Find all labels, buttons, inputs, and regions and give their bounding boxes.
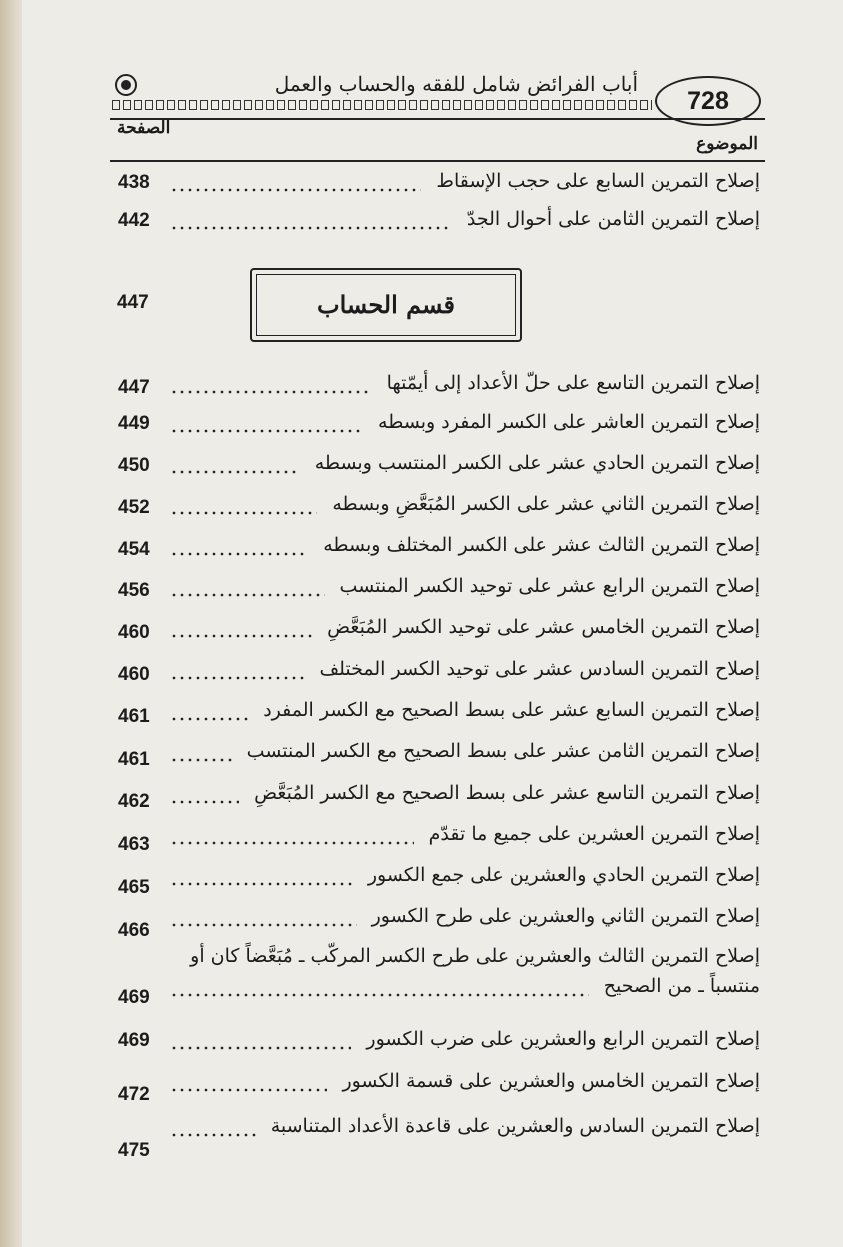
- divider: [110, 118, 765, 120]
- entry-page: 460: [118, 664, 150, 685]
- entry-title: إصلاح التمرين السابع عشر على بسط الصحيح مع الكسر المفرد: [263, 699, 760, 721]
- entry-title: إصلاح التمرين الخامس والعشرين على قسمة الكسور: [342, 1070, 760, 1092]
- toc-entry: [100, 945, 760, 1008]
- toc-entry: [100, 372, 760, 404]
- toc-entry: [100, 1028, 760, 1060]
- entry-title-line2: منتسباً ـ من الصحيح: [603, 975, 760, 997]
- entry-page: 475: [118, 1140, 150, 1161]
- leader-dots: [170, 429, 363, 433]
- leader-dots: [170, 800, 239, 804]
- toc-entry: [100, 1115, 760, 1161]
- entry-page: 463: [118, 834, 150, 855]
- leader-dots: [170, 758, 232, 762]
- section-title: قسم الحساب: [317, 290, 455, 319]
- entry-title: إصلاح التمرين السابع على حجب الإسقاط: [436, 170, 760, 192]
- toc-entry: [100, 782, 760, 814]
- leader-dots: [170, 226, 452, 230]
- toc-entry: [100, 864, 760, 896]
- entry-title: إصلاح التمرين السادس والعشرين على قاعدة الأعداد المتناسبة: [270, 1115, 760, 1137]
- entry-page: 461: [118, 706, 150, 727]
- toc-entry: [100, 905, 760, 941]
- entry-page: 450: [118, 455, 150, 476]
- entry-page: 438: [118, 172, 150, 193]
- entry-page: 447: [118, 377, 150, 398]
- entry-title: إصلاح التمرين العشرين على جميع ما تقدّم: [428, 823, 760, 845]
- decorative-border: [112, 100, 652, 110]
- toc-entry: [100, 452, 760, 484]
- leader-dots: [170, 717, 248, 721]
- entry-title: إصلاح التمرين الثالث عشر على الكسر المختلف وبسطه: [323, 534, 760, 556]
- leader-dots: [170, 552, 308, 556]
- column-header-page: الصفحة: [117, 118, 171, 138]
- entry-page: 454: [118, 539, 150, 560]
- leader-dots: [170, 1046, 351, 1050]
- entry-page: 465: [118, 877, 150, 898]
- leader-dots: [170, 470, 300, 474]
- toc-entry: [100, 208, 760, 240]
- leader-dots: [170, 593, 325, 597]
- toc-entry: [100, 658, 760, 690]
- entry-page: 472: [118, 1084, 150, 1105]
- toc-entry: [100, 740, 760, 772]
- leader-dots: [170, 841, 414, 845]
- entry-title: إصلاح التمرين الثاني والعشرين على طرح الكسور: [371, 905, 760, 927]
- entry-title: إصلاح التمرين الحادي عشر على الكسر المنتسب وبسطه: [314, 452, 760, 474]
- leader-dots: [170, 882, 353, 886]
- toc-entry: [100, 699, 760, 731]
- column-header-topic: الموضوع: [696, 134, 758, 154]
- toc-entry: [100, 534, 760, 566]
- entry-page: 452: [118, 497, 150, 518]
- entry-page: 460: [118, 622, 150, 643]
- entry-title: إصلاح التمرين الثامن عشر على بسط الصحيح مع الكسر المنتسب: [246, 740, 760, 762]
- leader-dots: [170, 634, 312, 638]
- entry-page: 469: [118, 1030, 150, 1051]
- page-number: 728: [655, 76, 761, 126]
- leader-dots: [170, 511, 317, 515]
- leader-dots: [170, 676, 304, 680]
- entry-title: إصلاح التمرين التاسع عشر على بسط الصحيح مع الكسر المُبَعَّضِ: [254, 782, 760, 804]
- toc-entry: [100, 411, 760, 443]
- toc-entry: [100, 575, 760, 607]
- entry-title: إصلاح التمرين التاسع على حلّ الأعداد إلى أيمّتها: [386, 372, 760, 394]
- toc-entry: [100, 823, 760, 855]
- entry-page: 461: [118, 749, 150, 770]
- entry-title: إصلاح التمرين الخامس عشر على توحيد الكسر المُبَعَّضِ: [327, 616, 760, 638]
- entry-page: 462: [118, 791, 150, 812]
- toc-entry: [100, 493, 760, 525]
- leader-dots: [170, 923, 357, 927]
- entry-page: 456: [118, 580, 150, 601]
- divider: [110, 160, 765, 162]
- leader-dots: [170, 188, 421, 192]
- entry-page: 449: [118, 413, 150, 434]
- toc-entry: [100, 616, 760, 648]
- entry-page: 469: [118, 987, 150, 1008]
- entry-title: إصلاح التمرين السادس عشر على توحيد الكسر المختلف: [319, 658, 760, 680]
- entry-title: إصلاح التمرين العاشر على الكسر المفرد وبسطه: [378, 411, 760, 433]
- section-page: 447: [117, 292, 149, 313]
- leader-dots: [170, 993, 589, 997]
- entry-title: إصلاح التمرين الثاني عشر على الكسر المُبَعَّضِ وبسطه: [332, 493, 760, 515]
- entry-title: إصلاح التمرين الحادي والعشرين على جمع الكسور: [367, 864, 760, 886]
- toc-entry: [100, 1070, 760, 1105]
- entry-title: إصلاح التمرين الرابع والعشرين على ضرب الكسور: [366, 1028, 760, 1050]
- entry-title: إصلاح التمرين الرابع عشر على توحيد الكسر المنتسب: [339, 575, 760, 597]
- leader-dots: [170, 390, 372, 394]
- ornament-icon: [115, 74, 137, 96]
- page-edge: [0, 0, 22, 1247]
- running-title: أباب الفرائض شامل للفقه والحساب والعمل: [274, 72, 638, 96]
- leader-dots: [170, 1088, 327, 1092]
- entry-title: إصلاح التمرين الثامن على أحوال الجدّ: [466, 208, 760, 230]
- entry-title: إصلاح التمرين الثالث والعشرين على طرح الكسر المركّب ـ مُبَعَّضاً كان أو: [190, 945, 760, 967]
- leader-dots: [170, 1133, 256, 1137]
- section-heading: [250, 268, 522, 342]
- entry-page: 442: [118, 210, 150, 231]
- toc-entry: [100, 170, 760, 202]
- entry-page: 466: [118, 920, 150, 941]
